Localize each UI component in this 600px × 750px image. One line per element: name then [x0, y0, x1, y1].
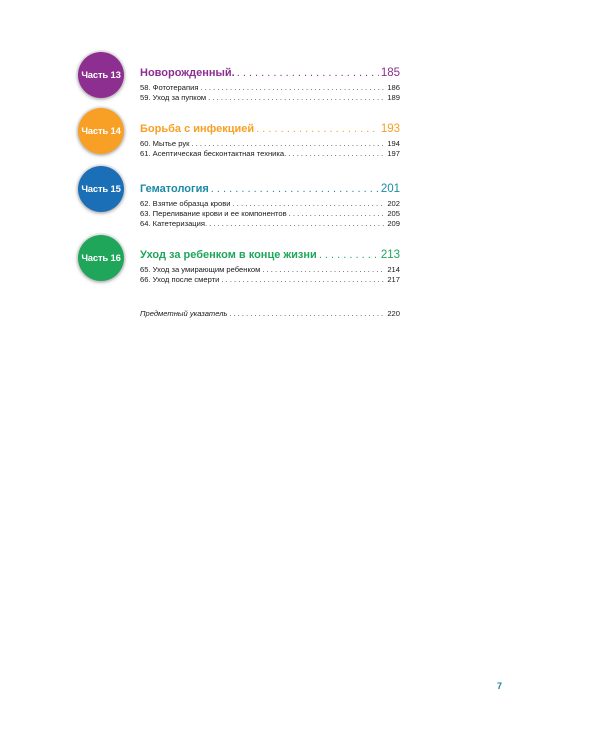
chapter-entry[interactable]: [140, 209, 400, 219]
leader-dots: [319, 249, 379, 261]
part-page: 185: [380, 67, 400, 79]
leader-dots: [289, 209, 386, 218]
index-page: 220: [387, 309, 400, 318]
part-badge: [78, 52, 124, 98]
part-entries: [140, 249, 400, 285]
chapter-page: 194: [387, 139, 400, 148]
chapter-entry[interactable]: [140, 83, 400, 93]
chapter-entry[interactable]: [140, 149, 400, 159]
part-entries: [140, 183, 400, 229]
chapter-label: 65. Уход за умирающим ребенком: [140, 265, 261, 274]
chapter-page: 214: [387, 265, 400, 274]
part-page: 193: [380, 123, 400, 135]
part-badge-label: Часть 15: [81, 183, 121, 195]
leader-dots: [237, 67, 379, 79]
chapter-label: 61. Асептическая бесконтактная техника.: [140, 149, 287, 158]
leader-dots: [211, 183, 379, 195]
part-heading[interactable]: [140, 67, 400, 82]
part-title: Борьба с инфекцией: [140, 123, 255, 135]
chapter-page: 209: [387, 219, 400, 228]
leader-dots: [256, 123, 379, 135]
leader-dots: [230, 309, 386, 318]
chapter-label: 58. Фототерапия: [140, 83, 199, 92]
part-badge-label: Часть 14: [81, 125, 121, 137]
chapter-entry[interactable]: [140, 199, 400, 209]
chapter-entry[interactable]: [140, 93, 400, 103]
chapter-label: 64. Катетеризация.: [140, 219, 208, 228]
chapter-entry[interactable]: [140, 275, 400, 285]
part-page: 201: [380, 183, 400, 195]
chapter-label: 62. Взятие образца крови: [140, 199, 231, 208]
chapter-page: 197: [387, 149, 400, 158]
chapter-entry[interactable]: [140, 139, 400, 149]
part-entries: [140, 123, 400, 159]
chapter-page: 202: [387, 199, 400, 208]
part-badge-label: Часть 16: [81, 252, 121, 264]
index-entry[interactable]: [140, 309, 400, 318]
part-heading[interactable]: [140, 123, 400, 138]
part-heading[interactable]: [140, 183, 400, 198]
part-heading[interactable]: [140, 249, 400, 264]
leader-dots: [191, 139, 385, 148]
part-entries: [140, 67, 400, 103]
index-label: Предметный указатель: [140, 309, 228, 318]
leader-dots: [233, 199, 386, 208]
leader-dots: [262, 265, 385, 274]
chapter-page: 217: [387, 275, 400, 284]
leader-dots: [208, 93, 385, 102]
chapter-label: 60. Мытье рук: [140, 139, 190, 148]
chapter-entry[interactable]: [140, 265, 400, 275]
chapter-label: 59. Уход за пупком: [140, 93, 207, 102]
part-title: Уход за ребенком в конце жизни: [140, 249, 317, 261]
chapter-page: 186: [387, 83, 400, 92]
part-title: Новорожденный.: [140, 67, 235, 79]
chapter-page: 205: [387, 209, 400, 218]
part-badge: [78, 166, 124, 212]
chapter-label: 66. Уход после смерти: [140, 275, 220, 284]
chapter-label: 63. Переливание крови и ее компонентов: [140, 209, 287, 218]
part-badge-label: Часть 13: [81, 69, 121, 81]
chapter-entry[interactable]: [140, 219, 400, 229]
leader-dots: [200, 83, 385, 92]
page-number: 7: [497, 681, 503, 691]
part-page: 213: [380, 249, 400, 261]
leader-dots: [288, 149, 385, 158]
part-badge: [78, 235, 124, 281]
part-badge: [78, 108, 124, 154]
leader-dots: [209, 219, 385, 228]
leader-dots: [221, 275, 385, 284]
chapter-page: 189: [387, 93, 400, 102]
part-title: Гематология: [140, 183, 209, 195]
